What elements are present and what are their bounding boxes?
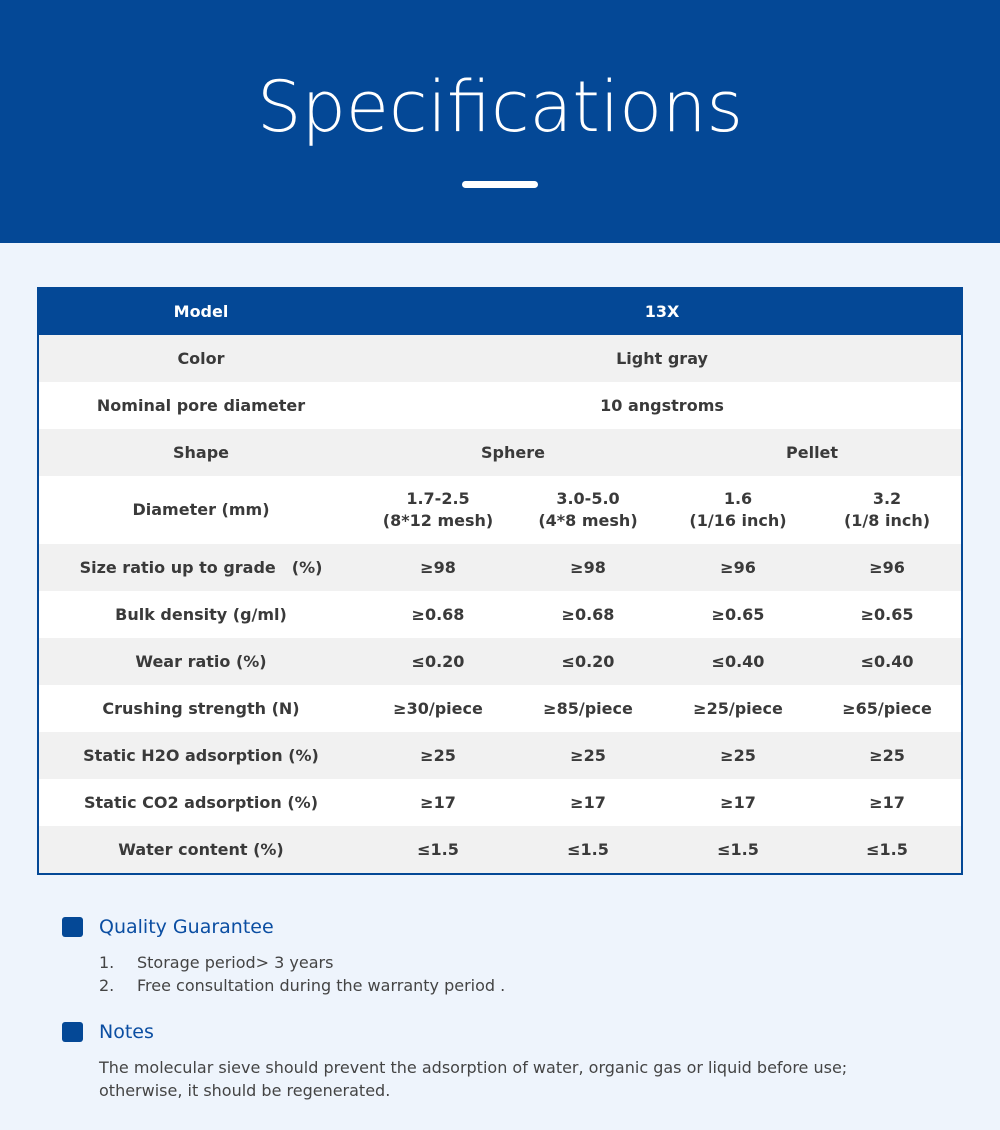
table-cell: ≥0.65 — [663, 591, 813, 638]
table-cell: ≥17 — [663, 779, 813, 826]
table-cell: ≤1.5 — [363, 826, 513, 873]
row-label: Wear ratio (%) — [39, 638, 363, 685]
notes-text: The molecular sieve should prevent the adsorption of water, organic gas or liquid before use; otherwise, it should be regenerated. — [99, 1058, 848, 1100]
table-cell: ≥0.68 — [513, 591, 663, 638]
table-cell: ≥17 — [363, 779, 513, 826]
header-banner — [0, 0, 1000, 243]
table-cell: ≥0.68 — [363, 591, 513, 638]
row-label: Crushing strength (N) — [39, 685, 363, 732]
diameter-cell: 1.7-2.5 (8*12 mesh) — [363, 476, 513, 544]
table-cell: ≥96 — [813, 544, 961, 591]
table-row — [39, 544, 961, 591]
shape-label: Shape — [39, 429, 363, 476]
table-cell: ≥0.65 — [813, 591, 961, 638]
list-item: 2. Free consultation during the warranty period . — [99, 976, 506, 995]
table-cell: ≤0.40 — [663, 638, 813, 685]
diameter-cell: 3.2 (1/8 inch) — [813, 476, 961, 544]
color-value: Light gray — [363, 335, 961, 382]
table-cell: ≥25/piece — [663, 685, 813, 732]
table-row — [39, 638, 961, 685]
page-title: Specifications — [257, 66, 743, 148]
row-label: Size ratio up to grade (%) — [39, 544, 363, 591]
specifications-table — [37, 287, 963, 875]
diameter-cell: 1.6 (1/16 inch) — [663, 476, 813, 544]
table-row — [39, 732, 961, 779]
row-label: Static CO2 adsorption (%) — [39, 779, 363, 826]
section-title: Quality Guarantee — [99, 916, 274, 938]
diameter-cell: 3.0-5.0 (4*8 mesh) — [513, 476, 663, 544]
row-label: Static H2O adsorption (%) — [39, 732, 363, 779]
table-cell: ≤0.20 — [513, 638, 663, 685]
quality-guarantee-section — [62, 915, 942, 997]
table-row — [39, 429, 961, 476]
table-row — [39, 779, 961, 826]
table-cell: ≥96 — [663, 544, 813, 591]
table-cell: ≥98 — [363, 544, 513, 591]
table-cell: ≥25 — [813, 732, 961, 779]
table-row — [39, 826, 961, 873]
table-header-row — [39, 289, 961, 335]
table-row — [39, 685, 961, 732]
square-bullet-icon — [62, 1022, 83, 1042]
table-cell: ≤1.5 — [663, 826, 813, 873]
row-label: Water content (%) — [39, 826, 363, 873]
table-cell: ≤1.5 — [813, 826, 961, 873]
table-cell: ≤0.40 — [813, 638, 961, 685]
table-cell: ≥17 — [813, 779, 961, 826]
table-cell: ≥65/piece — [813, 685, 961, 732]
pore-value: 10 angstroms — [363, 382, 961, 429]
list-item: 1. Storage period> 3 years — [99, 953, 334, 972]
table-row — [39, 591, 961, 638]
title-underline — [462, 181, 538, 188]
table-cell: ≥30/piece — [363, 685, 513, 732]
diameter-label: Diameter (mm) — [39, 476, 363, 544]
notes-section — [62, 1020, 942, 1102]
shape-sphere: Sphere — [363, 429, 663, 476]
guarantee-list — [99, 951, 942, 997]
table-cell: ≤1.5 — [513, 826, 663, 873]
table-cell: ≥85/piece — [513, 685, 663, 732]
pore-label: Nominal pore diameter — [39, 382, 363, 429]
table-row — [39, 382, 961, 429]
table-row — [39, 335, 961, 382]
square-bullet-icon — [62, 917, 83, 937]
model-value: 13X — [363, 289, 961, 335]
section-title: Notes — [99, 1021, 154, 1043]
table-cell: ≥25 — [663, 732, 813, 779]
table-row — [39, 476, 961, 544]
shape-pellet: Pellet — [663, 429, 961, 476]
row-label: Bulk density (g/ml) — [39, 591, 363, 638]
color-label: Color — [39, 335, 363, 382]
table-cell: ≥98 — [513, 544, 663, 591]
table-cell: ≤0.20 — [363, 638, 513, 685]
table-cell: ≥25 — [513, 732, 663, 779]
table-cell: ≥25 — [363, 732, 513, 779]
model-label: Model — [39, 289, 363, 335]
table-cell: ≥17 — [513, 779, 663, 826]
